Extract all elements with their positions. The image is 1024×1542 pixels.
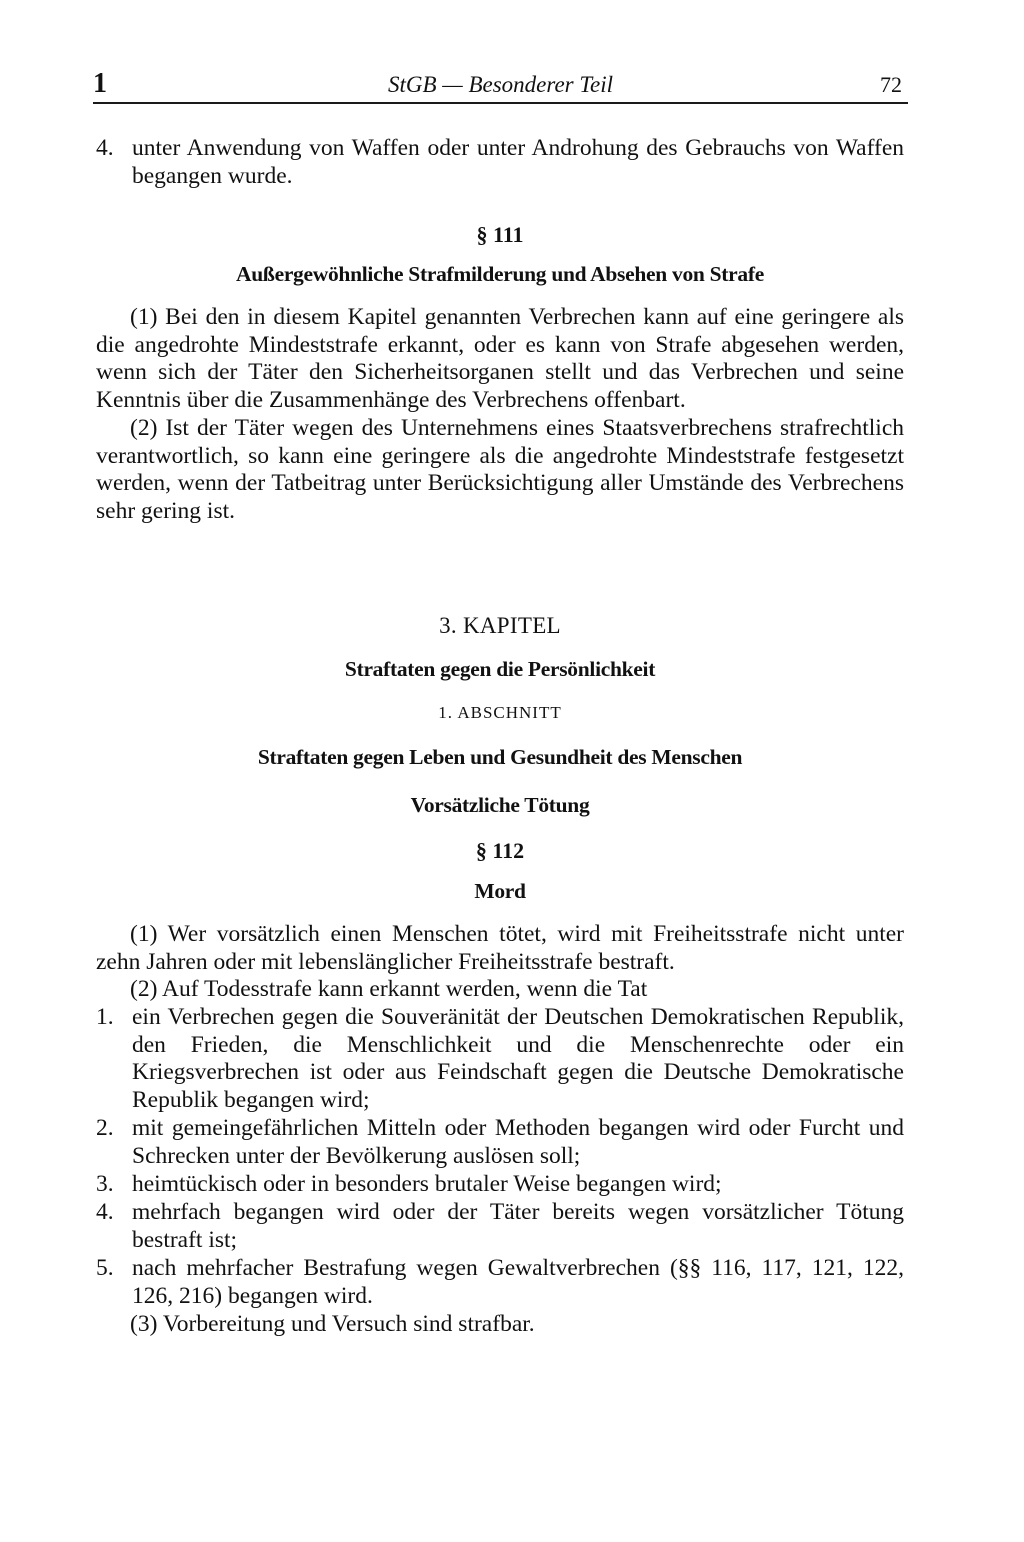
running-title: StGB — Besonderer Teil [387,72,614,97]
list-item [96,1255,904,1310]
paragraph: (2) Auf Todesstrafe kann erkannt werden, wenn die Tat [130,976,648,1002]
chapter-title: Straftaten gegen die Persönlichkeit [344,657,656,681]
paragraph: (3) Vorbereitung und Versuch sind strafbar. [130,1311,535,1337]
list-item-text: mehrfach begangen wird oder der Täter bereits wegen vorsätzlicher Tötung bestraft ist; [132,1199,904,1253]
list-item-text: unter Anwendung von Waffen oder unter Androhung des Gebrauchs von Waffen begangen wurde. [132,135,904,189]
list-item [96,1199,904,1254]
list-item-text: mit gemeingefährlichen Mitteln oder Methoden begangen wird oder Furcht und Schrecken unter der Bevölkerung auslösen soll; [132,1115,904,1169]
list-item-text: ein Verbrechen gegen die Souveränität der Deutschen Demokratischen Republik, den Frieden, die Menschlichkeit und die Menschenrechte oder ein Kriegsverbrechen ist oder aus Feindschaft gegen die Deutsche Demokratische Republik begangen wird; [132,1004,904,1114]
section-title: Außergewöhnliche Strafmilderung und Absehen von Strafe [236,262,764,286]
list-item [96,135,904,190]
section-group-title: Straftaten gegen Leben und Gesundheit des Menschen [257,745,743,769]
list-item [96,1171,904,1199]
list-item-number: 3. [96,1171,114,1197]
list-item-number: 4. [96,1199,114,1225]
list-item-number: 1. [96,1004,114,1030]
paragraph: (1) Wer vorsätzlich einen Menschen tötet, wird mit Freiheitsstrafe nicht unter zehn Jahren oder mit lebenslänglicher Freiheitsstrafe bestraft. [96,921,904,975]
running-header [93,66,908,104]
section-label: 1. ABSCHNITT [438,703,562,722]
section-number: § 112 [475,838,525,863]
section-title: Mord [474,879,526,903]
list-item-number: 5. [96,1255,114,1281]
list-item [96,1004,904,1115]
list-item-text: heimtückisch oder in besonders brutaler Weise begangen wird; [132,1171,722,1197]
list-item-number: 2. [96,1115,114,1141]
subtitle: Vorsätzliche Tötung [410,793,590,817]
page-number: 72 [880,72,902,97]
list-item-text: nach mehrfacher Bestrafung wegen Gewaltverbrechen (§§ 116, 117, 121, 122, 126, 216) begangen wird. [132,1255,904,1309]
chapter-label: 3. KAPITEL [439,613,561,638]
section-number: § 111 [476,222,524,247]
paragraph: (2) Ist der Täter wegen des Unternehmens eines Staatsverbrechens strafrechtlich verantwortlich, so kann eine geringere als die angedrohte Mindeststrafe festgesetzt werden, wenn der Tatbeitrag unter Berücksichtigung aller Umstände des Verbrechens sehr gering ist. [96,415,904,525]
chapter-number: 1 [93,68,107,99]
list-item-number: 4. [96,135,114,161]
paragraph: (1) Bei den in diesem Kapitel genannten Verbrechen kann auf eine geringere als die angedrohte Mindeststrafe erkannt, oder es kann von Strafe abgesehen werden, wenn sich der Täter den Sicherheitsorganen stellt und das Verbrechen und seine Kenntnis über die Zusammenhänge des Verbrechens offenbart. [96,304,904,414]
list-item [96,1115,904,1170]
